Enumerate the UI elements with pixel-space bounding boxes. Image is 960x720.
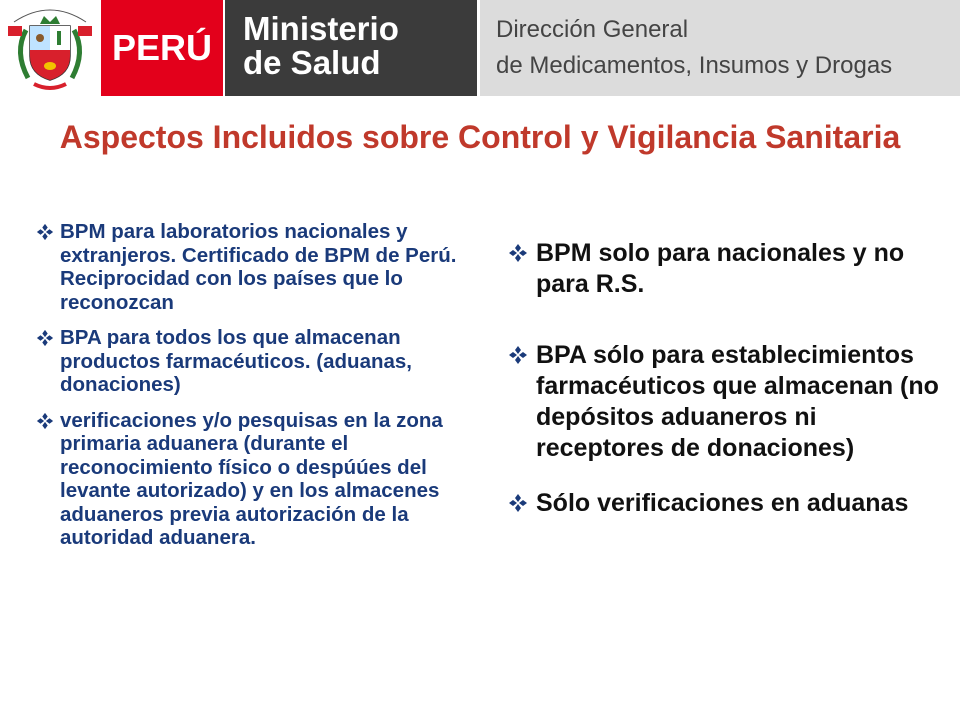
four-diamond-bullet-icon [36, 223, 54, 241]
right-bullet-list [508, 238, 948, 543]
ministry-name-line2: de Salud [243, 44, 381, 81]
right-bullet-item [508, 238, 948, 300]
ministry-name-line1: Ministerio [243, 10, 399, 47]
ministry-block [225, 0, 477, 96]
four-diamond-bullet-icon [508, 345, 528, 365]
directorate-name-line1: Dirección General [496, 16, 689, 43]
four-diamond-bullet-icon [36, 412, 54, 430]
right-bullet-text: BPA sólo para establecimientos farmacéuticos que almacenan (no depósitos aduaneros ni receptores de donaciones) [536, 341, 939, 462]
left-bullet-item [36, 326, 476, 397]
peru-coat-of-arms-icon [0, 0, 100, 96]
right-bullet-item [508, 340, 948, 464]
four-diamond-bullet-icon [36, 329, 54, 347]
peru-label: PERÚ [111, 27, 213, 68]
left-bullet-text: verificaciones y/o pesquisas en la zona primaria aduanera (durante el reconocimiento físico o despúúes del levante autorizado) y en los almacenes aduaneros previa autorización de la autoridad aduanera. [60, 408, 443, 549]
slide-title: Aspectos Incluidos sobre Control y Vigilancia Sanitaria [59, 119, 901, 155]
header-banner [0, 0, 960, 98]
four-diamond-bullet-icon [508, 243, 528, 263]
left-bullet-item [36, 409, 476, 550]
four-diamond-bullet-icon [508, 493, 528, 513]
left-bullet-text: BPA para todos los que almacenan productos farmacéuticos. (aduanas, donaciones) [60, 326, 413, 396]
right-bullet-text: Sólo verificaciones en aduanas [536, 489, 909, 517]
left-bullet-item [36, 220, 476, 314]
left-bullet-list [36, 220, 476, 562]
directorate-block [480, 0, 960, 96]
right-bullet-item [508, 488, 948, 519]
peru-brand-block [101, 0, 223, 96]
left-bullet-text: BPM para laboratorios nacionales y extranjeros. Certificado de BPM de Perú. Reciprocidad con los países que lo reconozcan [60, 220, 457, 314]
crest-area [0, 0, 100, 96]
right-bullet-text: BPM solo para nacionales y no para R.S. [536, 239, 905, 298]
directorate-name-line2: de Medicamentos, Insumos y Drogas [496, 52, 893, 79]
